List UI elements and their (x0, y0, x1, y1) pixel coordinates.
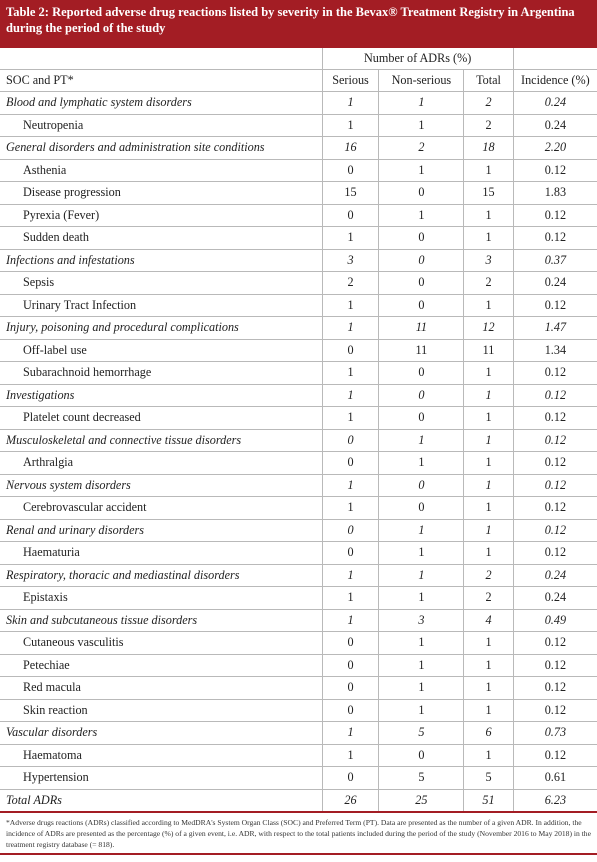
cell-incidence: 0.49 (513, 609, 597, 632)
cell-serious: 0 (322, 339, 379, 362)
cell-incidence: 2.20 (513, 137, 597, 160)
cell-total: 15 (464, 182, 513, 205)
cell-total: 1 (464, 159, 513, 182)
cell-total: 2 (464, 114, 513, 137)
cell-name: Skin reaction (0, 699, 322, 722)
header-row-columns (0, 70, 597, 92)
pt-row (0, 294, 597, 317)
pt-row (0, 744, 597, 767)
cell-name: Nervous system disorders (0, 474, 322, 497)
cell-serious: 1 (322, 362, 379, 385)
cell-serious: 26 (322, 789, 379, 812)
cell-incidence: 0.12 (513, 294, 597, 317)
cell-total: 2 (464, 564, 513, 587)
header-incidence: Incidence (%) (513, 70, 597, 92)
cell-name: Asthenia (0, 159, 322, 182)
cell-incidence: 0.12 (513, 429, 597, 452)
cell-nonserious: 0 (379, 272, 464, 295)
cell-nonserious: 1 (379, 677, 464, 700)
cell-incidence: 0.73 (513, 722, 597, 745)
cell-nonserious: 0 (379, 182, 464, 205)
pt-row (0, 587, 597, 610)
pt-row (0, 114, 597, 137)
cell-name: Neutropenia (0, 114, 322, 137)
cell-incidence: 0.12 (513, 654, 597, 677)
cell-serious: 0 (322, 429, 379, 452)
cell-nonserious: 1 (379, 519, 464, 542)
cell-serious: 1 (322, 227, 379, 250)
cell-nonserious: 1 (379, 542, 464, 565)
cell-serious: 1 (322, 722, 379, 745)
cell-nonserious: 2 (379, 137, 464, 160)
pt-row (0, 677, 597, 700)
cell-name: Blood and lymphatic system disorders (0, 92, 322, 115)
cell-incidence: 0.24 (513, 114, 597, 137)
cell-incidence: 0.12 (513, 474, 597, 497)
pt-row (0, 407, 597, 430)
cell-total: 5 (464, 767, 513, 790)
cell-nonserious: 0 (379, 294, 464, 317)
cell-nonserious: 1 (379, 564, 464, 587)
cell-name: Vascular disorders (0, 722, 322, 745)
soc-row (0, 317, 597, 340)
cell-total: 18 (464, 137, 513, 160)
cell-name: Skin and subcutaneous tissue disorders (0, 609, 322, 632)
cell-incidence: 0.37 (513, 249, 597, 272)
cell-name: Red macula (0, 677, 322, 700)
cell-nonserious: 25 (379, 789, 464, 812)
cell-name: Pyrexia (Fever) (0, 204, 322, 227)
cell-name: Haematoma (0, 744, 322, 767)
cell-serious: 1 (322, 474, 379, 497)
cell-nonserious: 0 (379, 497, 464, 520)
header-serious: Serious (322, 70, 379, 92)
cell-name: Urinary Tract Infection (0, 294, 322, 317)
table-body (0, 92, 597, 813)
cell-total: 1 (464, 744, 513, 767)
cell-nonserious: 1 (379, 699, 464, 722)
cell-nonserious: 0 (379, 407, 464, 430)
cell-incidence: 1.47 (513, 317, 597, 340)
cell-name: Sudden death (0, 227, 322, 250)
cell-incidence: 0.12 (513, 744, 597, 767)
cell-nonserious: 1 (379, 92, 464, 115)
header-nonserious: Non-serious (379, 70, 464, 92)
pt-row (0, 452, 597, 475)
cell-nonserious: 11 (379, 317, 464, 340)
soc-row (0, 609, 597, 632)
cell-incidence: 0.12 (513, 677, 597, 700)
soc-row (0, 137, 597, 160)
pt-row (0, 767, 597, 790)
cell-total: 1 (464, 677, 513, 700)
cell-total: 1 (464, 699, 513, 722)
pt-row (0, 182, 597, 205)
cell-total: 2 (464, 272, 513, 295)
pt-row (0, 699, 597, 722)
cell-serious: 0 (322, 204, 379, 227)
cell-incidence: 0.12 (513, 384, 597, 407)
header-group-label: Number of ADRs (%) (322, 48, 513, 70)
bottom-rule (0, 853, 597, 855)
cell-incidence: 6.23 (513, 789, 597, 812)
pt-row (0, 542, 597, 565)
cell-nonserious: 5 (379, 722, 464, 745)
cell-name: Sepsis (0, 272, 322, 295)
cell-nonserious: 0 (379, 249, 464, 272)
cell-serious: 3 (322, 249, 379, 272)
cell-serious: 1 (322, 92, 379, 115)
cell-incidence: 0.61 (513, 767, 597, 790)
cell-nonserious: 1 (379, 587, 464, 610)
cell-nonserious: 1 (379, 632, 464, 655)
header-empty-cell (0, 48, 322, 70)
soc-row (0, 519, 597, 542)
cell-serious: 1 (322, 114, 379, 137)
soc-row (0, 429, 597, 452)
cell-total: 1 (464, 362, 513, 385)
cell-nonserious: 1 (379, 429, 464, 452)
header-soc-pt: SOC and PT* (0, 70, 322, 92)
cell-name: Renal and urinary disorders (0, 519, 322, 542)
cell-total: 1 (464, 407, 513, 430)
cell-nonserious: 1 (379, 204, 464, 227)
cell-serious: 0 (322, 699, 379, 722)
pt-row (0, 654, 597, 677)
cell-total: 1 (464, 227, 513, 250)
pt-row (0, 204, 597, 227)
header-total: Total (464, 70, 513, 92)
cell-name: Disease progression (0, 182, 322, 205)
cell-serious: 1 (322, 497, 379, 520)
cell-serious: 15 (322, 182, 379, 205)
cell-serious: 0 (322, 452, 379, 475)
cell-total: 1 (464, 654, 513, 677)
cell-name: Infections and infestations (0, 249, 322, 272)
cell-nonserious: 0 (379, 744, 464, 767)
cell-total: 1 (464, 294, 513, 317)
cell-nonserious: 1 (379, 114, 464, 137)
cell-incidence: 1.34 (513, 339, 597, 362)
cell-incidence: 0.12 (513, 497, 597, 520)
total-row (0, 789, 597, 812)
pt-row (0, 362, 597, 385)
cell-total: 2 (464, 587, 513, 610)
cell-name: Platelet count decreased (0, 407, 322, 430)
cell-total: 2 (464, 92, 513, 115)
cell-serious: 16 (322, 137, 379, 160)
cell-nonserious: 11 (379, 339, 464, 362)
cell-serious: 0 (322, 654, 379, 677)
pt-row (0, 497, 597, 520)
soc-row (0, 249, 597, 272)
adr-table (0, 48, 597, 813)
pt-row (0, 159, 597, 182)
cell-serious: 0 (322, 767, 379, 790)
cell-total: 1 (464, 204, 513, 227)
cell-serious: 1 (322, 407, 379, 430)
cell-name: Epistaxis (0, 587, 322, 610)
cell-name: Total ADRs (0, 789, 322, 812)
cell-total: 4 (464, 609, 513, 632)
pt-row (0, 227, 597, 250)
cell-total: 1 (464, 497, 513, 520)
cell-incidence: 0.12 (513, 519, 597, 542)
cell-serious: 0 (322, 632, 379, 655)
cell-name: Respiratory, thoracic and mediastinal disorders (0, 564, 322, 587)
cell-serious: 0 (322, 677, 379, 700)
cell-incidence: 0.12 (513, 632, 597, 655)
pt-row (0, 632, 597, 655)
cell-total: 1 (464, 542, 513, 565)
table-footnote: *Adverse drugs reactions (ADRs) classified according to MedDRA's System Organ Class (SOC) and Preferred Term (PT). Data are presented as the number of a given ADR. In addition, the incidence of ADRs are presented as the percentage (%) of a given event, i.e. ADR, with respect to the total patients included during the period of the study (November 2016 to May 2018) in the treatment registry database (= 818). (6, 818, 591, 849)
cell-nonserious: 0 (379, 362, 464, 385)
cell-nonserious: 0 (379, 384, 464, 407)
pt-row (0, 339, 597, 362)
pt-row (0, 272, 597, 295)
cell-nonserious: 1 (379, 654, 464, 677)
cell-nonserious: 1 (379, 452, 464, 475)
cell-total: 51 (464, 789, 513, 812)
soc-row (0, 564, 597, 587)
cell-nonserious: 0 (379, 474, 464, 497)
cell-name: Arthralgia (0, 452, 322, 475)
cell-serious: 1 (322, 609, 379, 632)
cell-serious: 2 (322, 272, 379, 295)
cell-incidence: 0.24 (513, 564, 597, 587)
cell-name: Haematuria (0, 542, 322, 565)
cell-serious: 1 (322, 744, 379, 767)
cell-serious: 1 (322, 564, 379, 587)
cell-total: 1 (464, 452, 513, 475)
cell-incidence: 0.12 (513, 159, 597, 182)
cell-incidence: 0.24 (513, 587, 597, 610)
cell-total: 1 (464, 384, 513, 407)
cell-incidence: 0.12 (513, 362, 597, 385)
cell-name: Injury, poisoning and procedural complications (0, 317, 322, 340)
soc-row (0, 474, 597, 497)
header-row-group (0, 48, 597, 70)
cell-serious: 1 (322, 317, 379, 340)
cell-total: 1 (464, 474, 513, 497)
cell-serious: 1 (322, 294, 379, 317)
soc-row (0, 92, 597, 115)
cell-name: Cerebrovascular accident (0, 497, 322, 520)
cell-nonserious: 1 (379, 159, 464, 182)
cell-name: Investigations (0, 384, 322, 407)
header-empty-cell (513, 48, 597, 70)
cell-name: Musculoskeletal and connective tissue disorders (0, 429, 322, 452)
cell-nonserious: 5 (379, 767, 464, 790)
cell-nonserious: 0 (379, 227, 464, 250)
cell-incidence: 0.12 (513, 407, 597, 430)
cell-name: Hypertension (0, 767, 322, 790)
cell-total: 3 (464, 249, 513, 272)
cell-name: Cutaneous vasculitis (0, 632, 322, 655)
cell-serious: 0 (322, 542, 379, 565)
cell-serious: 0 (322, 519, 379, 542)
cell-incidence: 1.83 (513, 182, 597, 205)
cell-serious: 0 (322, 159, 379, 182)
cell-name: Subarachnoid hemorrhage (0, 362, 322, 385)
cell-name: Off-label use (0, 339, 322, 362)
cell-nonserious: 3 (379, 609, 464, 632)
cell-serious: 1 (322, 384, 379, 407)
cell-total: 11 (464, 339, 513, 362)
cell-incidence: 0.12 (513, 452, 597, 475)
cell-incidence: 0.24 (513, 272, 597, 295)
cell-incidence: 0.12 (513, 542, 597, 565)
table-caption: Table 2: Reported adverse drug reactions listed by severity in the Bevax® Treatment Registry in Argentina during the period of the study (0, 0, 597, 48)
cell-total: 1 (464, 519, 513, 542)
cell-serious: 1 (322, 587, 379, 610)
cell-name: General disorders and administration site conditions (0, 137, 322, 160)
cell-incidence: 0.12 (513, 227, 597, 250)
cell-incidence: 0.24 (513, 92, 597, 115)
cell-incidence: 0.12 (513, 699, 597, 722)
cell-total: 1 (464, 429, 513, 452)
cell-name: Petechiae (0, 654, 322, 677)
cell-total: 12 (464, 317, 513, 340)
soc-row (0, 384, 597, 407)
cell-total: 6 (464, 722, 513, 745)
cell-incidence: 0.12 (513, 204, 597, 227)
cell-total: 1 (464, 632, 513, 655)
soc-row (0, 722, 597, 745)
